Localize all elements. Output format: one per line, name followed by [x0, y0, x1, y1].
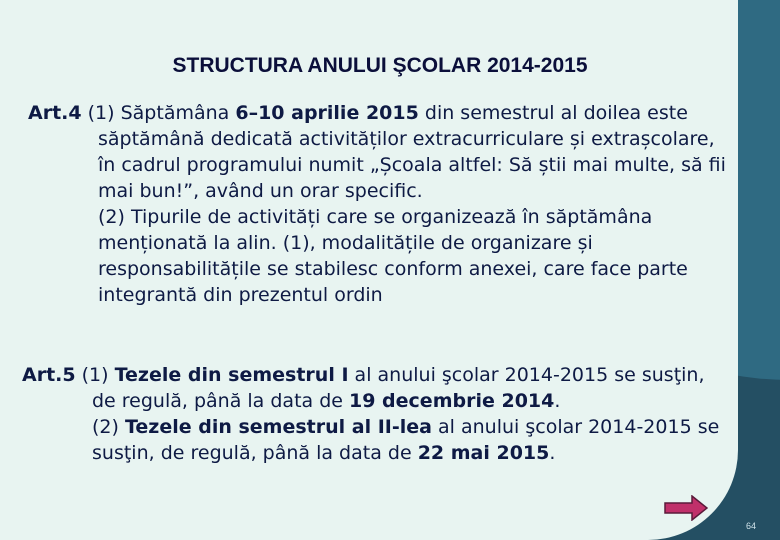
article-5-term-2: Tezele din semestrul al II-lea	[124, 416, 432, 438]
article-5-text-f: .	[549, 442, 556, 464]
article-5-date-1: 19 decembrie 2014	[349, 390, 555, 412]
article-5-paragraph-1	[22, 362, 728, 414]
article-5-text-b: al anului şcolar 2014-2015 se susţin, de regulă, până la data de	[92, 364, 705, 412]
right-arrow-icon[interactable]	[664, 495, 708, 521]
article-5-text-c: .	[554, 390, 561, 412]
article-4-text-a: (1) Săptămâna	[81, 102, 236, 124]
article-5-label: Art.5	[22, 364, 76, 386]
article-4-date: 6–10 aprilie 2015	[235, 102, 419, 124]
article-4-paragraph-2: (2) Tipurile de activități care se organizează în săptămâna menționată la alin. (1), modalitățile de organizare și responsabilitățile se stabilesc conform anexei, care face parte integrantă din prezentul ordin	[98, 206, 688, 306]
article-4-text-b: din semestrul al doilea este săptămână dedicată activităților extracurriculare și extrașcolare, în cadrul programului numit „Școala altfel: Să știi mai multe, să fii mai bun!”, având un orar specific.	[98, 102, 726, 202]
article-5-date-2: 22 mai 2015	[417, 442, 550, 464]
article-5	[22, 362, 728, 466]
article-5-text-e: al anului şcolar 2014-2015 se susţin, de regulă, până la data de	[92, 416, 720, 464]
article-4-label: Art.4	[28, 102, 82, 124]
slide-title: STRUCTURA ANULUI ŞCOLAR 2014-2015	[172, 54, 588, 77]
article-4	[28, 100, 728, 308]
article-5-text-d: (2)	[92, 416, 125, 438]
article-5-term-1: Tezele din semestrul I	[114, 364, 349, 386]
article-4-paragraph-1	[28, 100, 728, 204]
article-5-text-a: (1)	[75, 364, 115, 386]
article-5-paragraph-2	[22, 414, 728, 466]
page-number: 64	[746, 521, 757, 531]
